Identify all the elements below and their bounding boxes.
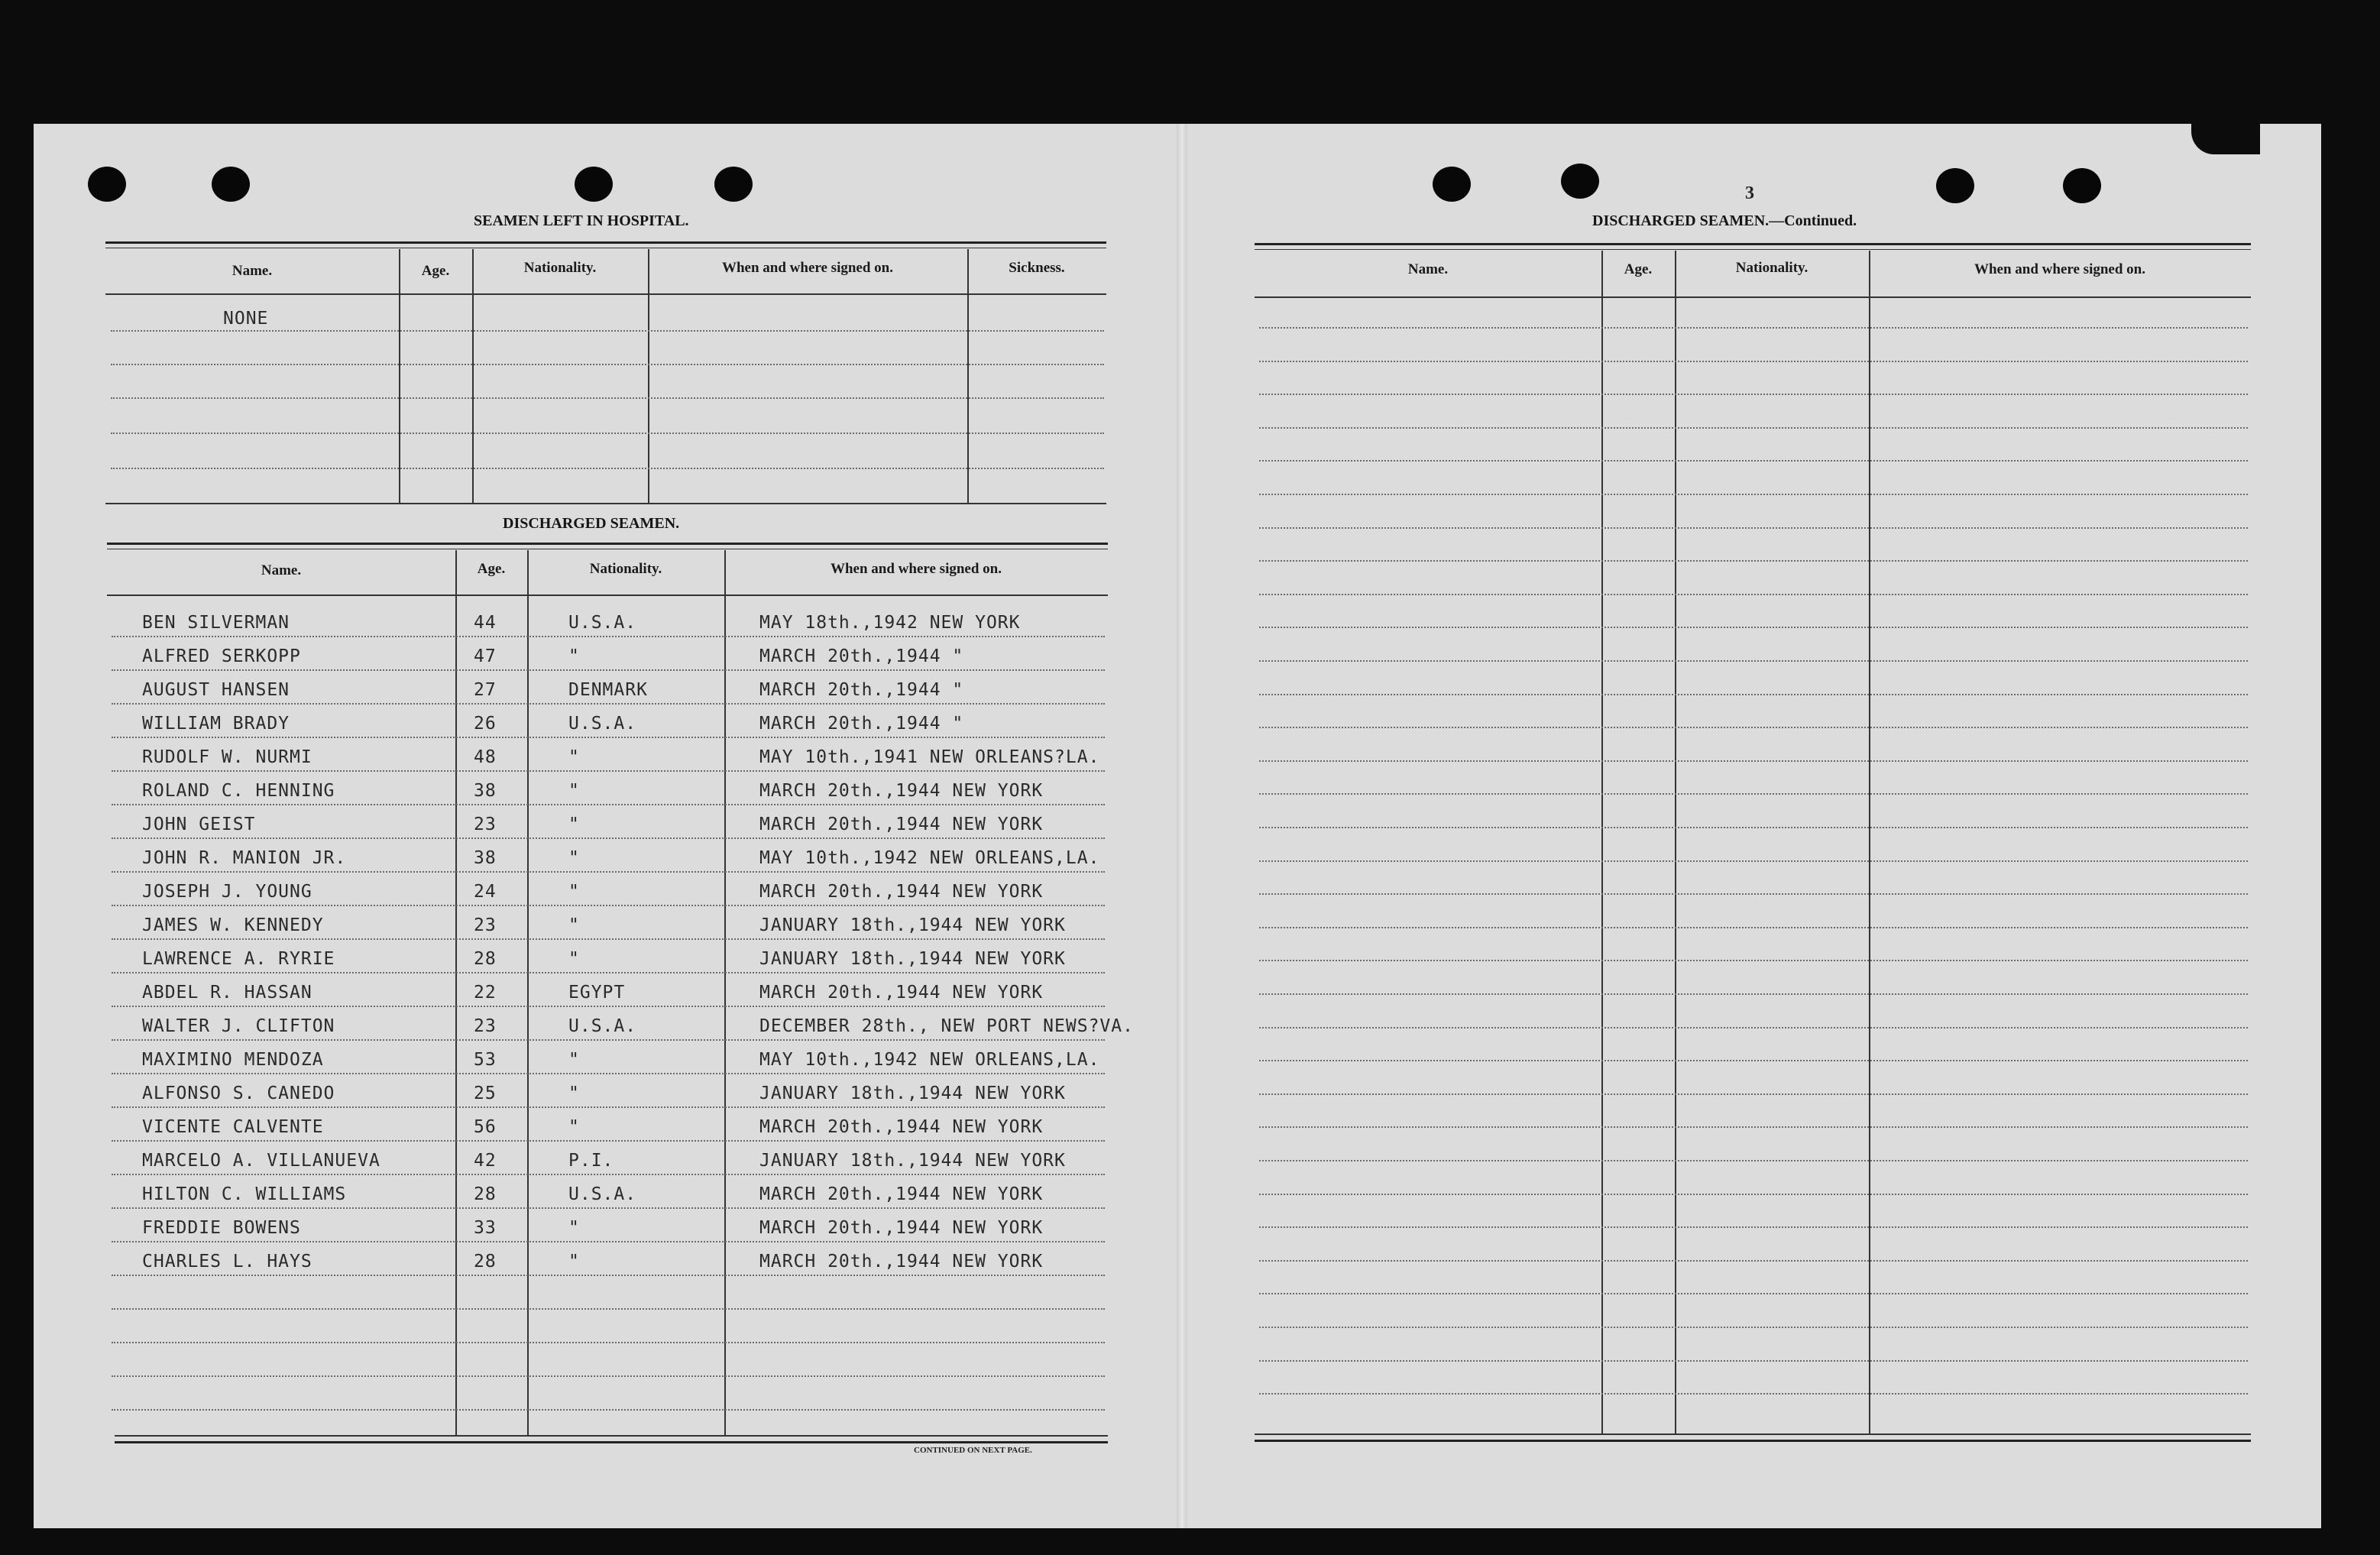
seaman-nationality: P.I.: [568, 1151, 614, 1171]
seaman-age: 38: [474, 781, 497, 801]
seaman-age: 33: [474, 1218, 497, 1238]
row-rule: [112, 1342, 1105, 1343]
seaman-signed-on: MARCH 20th.,1944 NEW YORK: [759, 983, 1044, 1003]
seaman-signed-on: MARCH 20th.,1944 NEW YORK: [759, 882, 1044, 902]
discharged-col-age: Age.: [477, 561, 506, 577]
seaman-signed-on: MARCH 20th.,1944 NEW YORK: [759, 1252, 1044, 1272]
blank-row-rule: [1259, 1160, 2248, 1161]
seaman-nationality: ": [568, 949, 580, 969]
seaman-age: 28: [474, 1184, 497, 1204]
seaman-name: ABDEL R. HASSAN: [142, 983, 312, 1003]
seaman-name: CHARLES L. HAYS: [142, 1252, 312, 1272]
row-rule: [112, 1207, 1105, 1209]
punch-hole: [1936, 168, 1974, 203]
continued-note: CONTINUED ON NEXT PAGE.: [914, 1446, 1032, 1455]
seaman-nationality: ": [568, 1252, 580, 1272]
blank-row-rule: [1259, 627, 2248, 628]
seaman-nationality: ": [568, 646, 580, 666]
seaman-name: JAMES W. KENNEDY: [142, 915, 324, 935]
row-rule: [112, 1039, 1105, 1041]
blank-row-rule: [1259, 1360, 2248, 1362]
row-rule: [112, 636, 1105, 637]
seaman-name: AUGUST HANSEN: [142, 680, 290, 700]
blank-row-rule: [1259, 527, 2248, 529]
seaman-name: WILLIAM BRADY: [142, 714, 290, 734]
seaman-age: 42: [474, 1151, 497, 1171]
seaman-age: 22: [474, 983, 497, 1003]
seaman-age: 56: [474, 1117, 497, 1137]
torn-corner: [2191, 124, 2260, 154]
seaman-nationality: ": [568, 915, 580, 935]
blank-row-rule: [1259, 394, 2248, 395]
seaman-age: 38: [474, 848, 497, 868]
row-rule: [112, 737, 1105, 738]
punch-hole: [714, 167, 753, 202]
seaman-age: 28: [474, 1252, 497, 1272]
seaman-name: ALFONSO S. CANEDO: [142, 1084, 335, 1103]
blank-row-rule: [1259, 927, 2248, 928]
row-rule: [112, 1073, 1105, 1074]
row-rule: [112, 1308, 1105, 1310]
seaman-nationality: ": [568, 781, 580, 801]
seaman-age: 47: [474, 646, 497, 666]
blank-row-rule: [1259, 660, 2248, 662]
blank-row-rule: [1259, 694, 2248, 695]
seaman-signed-on: JANUARY 18th.,1944 NEW YORK: [759, 1151, 1066, 1171]
seaman-name: WALTER J. CLIFTON: [142, 1016, 335, 1036]
seaman-nationality: U.S.A.: [568, 613, 637, 633]
row-rule: [112, 871, 1105, 873]
blank-row-rule: [1259, 1260, 2248, 1262]
seaman-signed-on: MARCH 20th.,1944 NEW YORK: [759, 781, 1044, 801]
blank-row-rule: [1259, 960, 2248, 961]
seaman-name: BEN SILVERMAN: [142, 613, 290, 633]
seaman-age: 23: [474, 1016, 497, 1036]
row-rule: [112, 905, 1105, 906]
row-rule: [112, 938, 1105, 940]
punch-hole: [1433, 167, 1471, 202]
seaman-signed-on: DECEMBER 28th., NEW PORT NEWS?VA.: [759, 1016, 1134, 1036]
seaman-name: JOHN GEIST: [142, 815, 256, 834]
blank-row-rule: [1259, 993, 2248, 995]
row-rule: [112, 1375, 1105, 1377]
seaman-signed-on: MAY 18th.,1942 NEW YORK: [759, 613, 1021, 633]
seaman-age: 53: [474, 1050, 497, 1070]
punch-hole: [88, 167, 126, 202]
seaman-signed-on: MARCH 20th.,1944 ": [759, 714, 964, 734]
seaman-signed-on: MARCH 20th.,1944 ": [759, 646, 964, 666]
seaman-nationality: ": [568, 747, 580, 767]
seaman-signed-on: JANUARY 18th.,1944 NEW YORK: [759, 949, 1066, 969]
discharged-col-name: Name.: [261, 562, 302, 578]
discharged-col-nationality: Nationality.: [589, 561, 662, 577]
seaman-name: MAXIMINO MENDOZA: [142, 1050, 324, 1070]
seaman-age: 28: [474, 949, 497, 969]
seaman-nationality: ": [568, 1117, 580, 1137]
blank-row-rule: [1259, 1226, 2248, 1228]
blank-row-rule: [1259, 1126, 2248, 1128]
seaman-name: MARCELO A. VILLANUEVA: [142, 1151, 380, 1171]
blank-row-rule: [1259, 1060, 2248, 1061]
row-rule: [112, 1409, 1105, 1411]
discharged-col-when-where: When and where signed on.: [830, 561, 1002, 577]
seaman-signed-on: MARCH 20th.,1944 NEW YORK: [759, 815, 1044, 834]
right-page: [1181, 124, 2321, 1528]
seaman-nationality: ": [568, 882, 580, 902]
punch-hole: [212, 167, 250, 202]
right-section-title: DISCHARGED SEAMEN.—Continued.: [1592, 212, 1857, 229]
blank-row-rule: [1259, 1293, 2248, 1294]
hospital-col-nationality: Nationality.: [523, 260, 597, 276]
punch-hole: [575, 167, 613, 202]
row-rule: [112, 1275, 1105, 1276]
seaman-nationality: DENMARK: [568, 680, 648, 700]
seaman-nationality: ": [568, 848, 580, 868]
seaman-signed-on: JANUARY 18th.,1944 NEW YORK: [759, 1084, 1066, 1103]
seaman-age: 26: [474, 714, 497, 734]
row-rule: [112, 1006, 1105, 1007]
row-rule: [112, 669, 1105, 671]
seaman-nationality: ": [568, 1218, 580, 1238]
right-col-age: Age.: [1624, 261, 1653, 277]
blank-row-rule: [1259, 727, 2248, 728]
seaman-age: 23: [474, 815, 497, 834]
row-rule: [112, 972, 1105, 973]
seaman-age: 25: [474, 1084, 497, 1103]
seaman-name: FREDDIE BOWENS: [142, 1218, 301, 1238]
seaman-nationality: ": [568, 1084, 580, 1103]
seaman-age: 48: [474, 747, 497, 767]
right-col-nationality: Nationality.: [1735, 260, 1808, 276]
seaman-age: 27: [474, 680, 497, 700]
seaman-name: ALFRED SERKOPP: [142, 646, 301, 666]
hospital-col-age: Age.: [421, 263, 450, 279]
seaman-signed-on: MAY 10th.,1941 NEW ORLEANS?LA.: [759, 747, 1100, 767]
discharged-section-title: DISCHARGED SEAMEN.: [503, 515, 680, 532]
blank-row-rule: [1259, 793, 2248, 795]
seaman-signed-on: MARCH 20th.,1944 NEW YORK: [759, 1218, 1044, 1238]
seaman-name: ROLAND C. HENNING: [142, 781, 335, 801]
hospital-section-title: SEAMEN LEFT IN HOSPITAL.: [474, 212, 689, 229]
seaman-name: JOHN R. MANION JR.: [142, 848, 347, 868]
row-rule: [112, 804, 1105, 805]
seaman-nationality: ": [568, 815, 580, 834]
punch-hole: [1561, 164, 1599, 199]
seaman-name: LAWRENCE A. RYRIE: [142, 949, 335, 969]
seaman-name: RUDOLF W. NURMI: [142, 747, 312, 767]
blank-row-rule: [1259, 1093, 2248, 1095]
seaman-age: 23: [474, 915, 497, 935]
blank-row-rule: [1259, 1393, 2248, 1395]
punch-hole: [2063, 168, 2101, 203]
row-rule: [112, 770, 1105, 772]
seaman-name: VICENTE CALVENTE: [142, 1117, 324, 1137]
seaman-signed-on: JANUARY 18th.,1944 NEW YORK: [759, 915, 1066, 935]
blank-row-rule: [1259, 1027, 2248, 1029]
seaman-signed-on: MARCH 20th.,1944 NEW YORK: [759, 1117, 1044, 1137]
blank-row-rule: [1259, 427, 2248, 429]
seaman-signed-on: MARCH 20th.,1944 NEW YORK: [759, 1184, 1044, 1204]
blank-row-rule: [1259, 327, 2248, 329]
row-rule: [112, 1106, 1105, 1108]
seaman-nationality: U.S.A.: [568, 1016, 637, 1036]
hospital-row-name: NONE: [223, 309, 269, 329]
blank-row-rule: [1259, 494, 2248, 495]
hospital-col-when-where: When and where signed on.: [721, 260, 893, 276]
page-number: 3: [1745, 183, 1754, 203]
seaman-nationality: U.S.A.: [568, 714, 637, 734]
row-rule: [112, 1174, 1105, 1175]
seaman-signed-on: MARCH 20th.,1944 ": [759, 680, 964, 700]
row-rule: [112, 1241, 1105, 1242]
blank-row-rule: [1259, 361, 2248, 362]
blank-row-rule: [1259, 560, 2248, 562]
seaman-name: HILTON C. WILLIAMS: [142, 1184, 347, 1204]
row-rule: [112, 1140, 1105, 1142]
blank-row-rule: [1259, 760, 2248, 762]
hospital-table-top-rule: [105, 241, 1106, 244]
blank-row-rule: [1259, 1194, 2248, 1195]
row-rule: [112, 837, 1105, 839]
seaman-age: 44: [474, 613, 497, 633]
right-col-when-where: When and where signed on.: [1974, 261, 2145, 277]
hospital-col-name: Name.: [232, 263, 273, 279]
blank-row-rule: [1259, 893, 2248, 895]
blank-row-rule: [1259, 460, 2248, 462]
blank-row-rule: [1259, 827, 2248, 828]
blank-row-rule: [1259, 860, 2248, 862]
hospital-col-sickness: Sickness.: [1009, 260, 1065, 276]
seaman-signed-on: MAY 10th.,1942 NEW ORLEANS,LA.: [759, 848, 1100, 868]
blank-row-rule: [1259, 1327, 2248, 1328]
seaman-name: JOSEPH J. YOUNG: [142, 882, 312, 902]
seaman-signed-on: MAY 10th.,1942 NEW ORLEANS,LA.: [759, 1050, 1100, 1070]
seaman-nationality: ": [568, 1050, 580, 1070]
seaman-nationality: EGYPT: [568, 983, 626, 1003]
blank-row-rule: [1259, 594, 2248, 595]
seaman-age: 24: [474, 882, 497, 902]
seaman-nationality: U.S.A.: [568, 1184, 637, 1204]
page-fold: [1177, 124, 1187, 1528]
row-rule: [112, 703, 1105, 705]
right-col-name: Name.: [1407, 261, 1449, 277]
